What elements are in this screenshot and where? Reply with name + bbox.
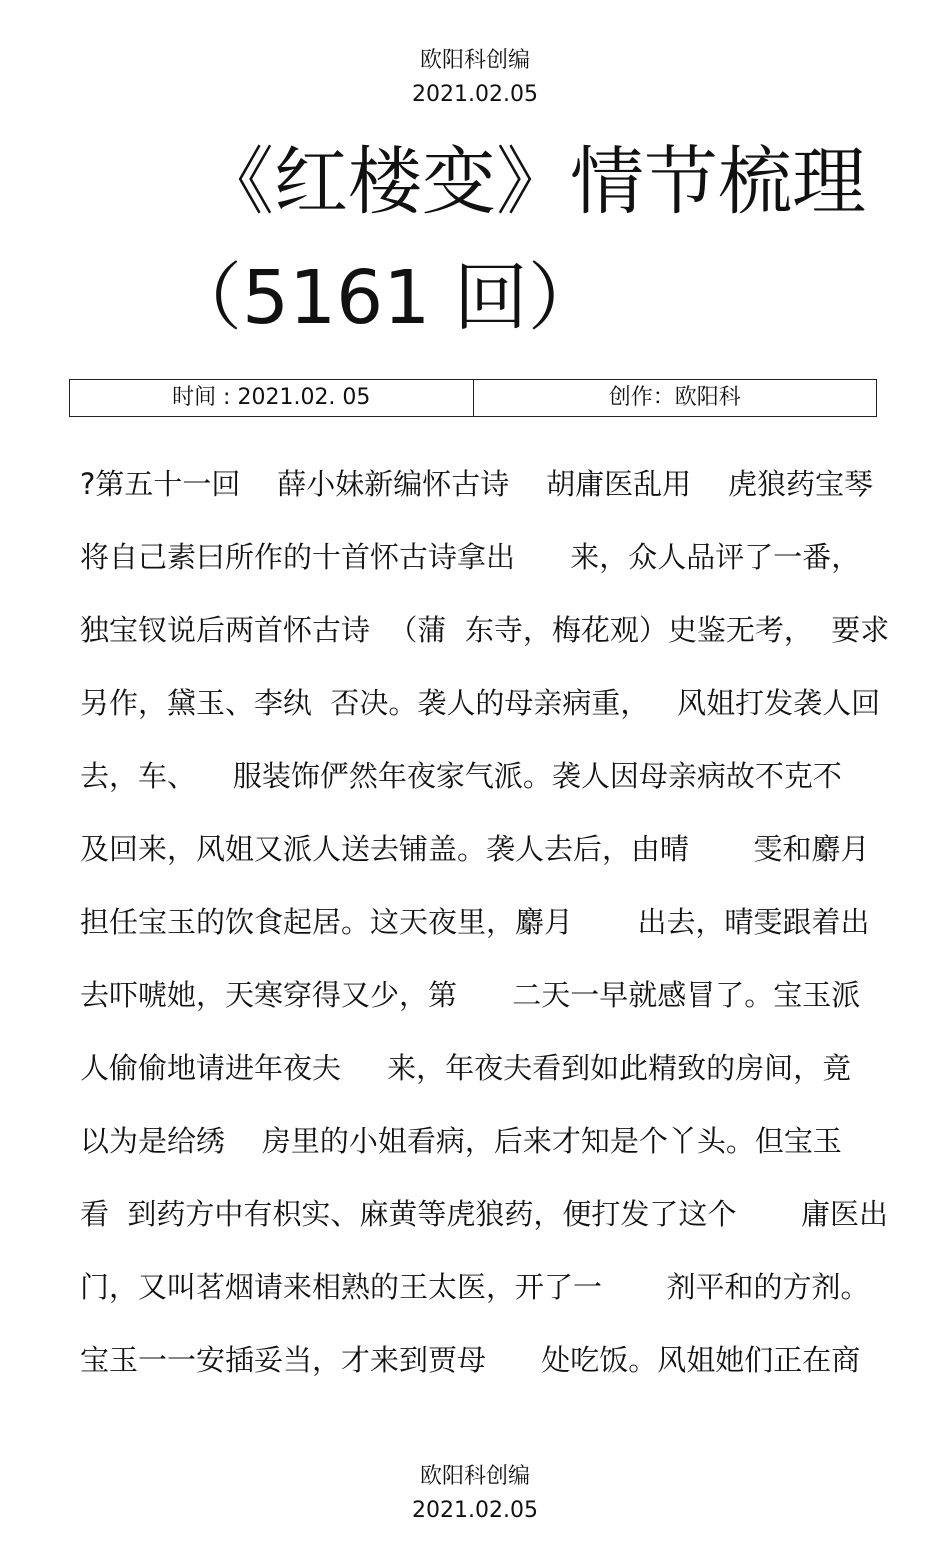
page-footer: [0, 1460, 950, 1528]
body-line: 及回来，风姐又派人送去铺盖。袭人去后，由晴 雯和麝月: [80, 832, 870, 866]
body-line: 将自己素曰所作的十首怀古诗拿出 来，众人品评了一番，: [80, 540, 861, 574]
body-line: 看 到药方中有枳实、麻黄等虎狼药，便打发了这个 庸医出: [80, 1197, 888, 1231]
header-author: 欧阳科创编: [419, 48, 530, 73]
body-line: 门，又叫茗烟请来相熟的王太医，开了一 剂平和的方剂。: [80, 1270, 870, 1304]
body-line: ?第五十一回 薛小妹新编怀古诗 胡庸医乱用 虎狼药宝琴: [80, 467, 874, 501]
body-line: 独宝钗说后两首怀古诗 （蒲 东寺，梅花观）史鉴无考， 要求: [80, 613, 890, 647]
body-line: 以为是给绣 房里的小姐看病，后来才知是个丫头。但宝玉: [80, 1124, 842, 1158]
body-line: 宝玉一一安插妥当，才来到贾母 处吃饭。风姐她们正在商: [80, 1343, 861, 1377]
meta-time: 时间 : 2021.02. 05: [172, 385, 371, 410]
document-title-line2: （5161 回）: [168, 255, 602, 341]
body-line: 担任宝玉的饮食起居。这天夜里，麝月 出去，晴雯跟着出: [80, 905, 870, 939]
body-line: 人偷偷地请进年夜夫 来，年夜夫看到如此精致的房间，竟: [80, 1051, 852, 1085]
body-line: 去吓唬她，天寒穿得又少，第 二天一早就感冒了。宝玉派: [80, 978, 861, 1012]
meta-creator: 创作：欧阳科: [473, 380, 877, 416]
page-header: [0, 44, 950, 112]
body-line: 另作，黛玉、李纨 否决。袭人的母亲病重， 风姐打发袭人回: [80, 686, 881, 720]
meta-table: [69, 379, 877, 417]
document-title-line1: 《红楼变》情节梳理: [200, 139, 866, 225]
footer-author: 欧阳科创编: [419, 1464, 530, 1489]
header-date: 2021.02.05: [412, 82, 538, 107]
body-line: 去，车、 服装饰俨然年夜家气派。袭人因母亲病故不克不: [80, 759, 842, 793]
footer-date: 2021.02.05: [412, 1498, 538, 1523]
body-text: [80, 448, 890, 1397]
